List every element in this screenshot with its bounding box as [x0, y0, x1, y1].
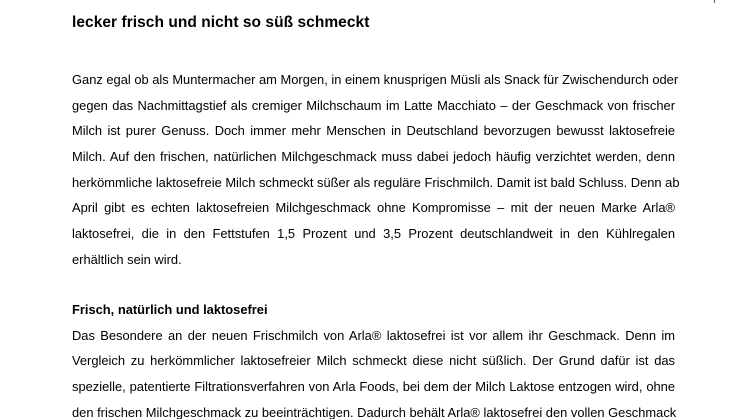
paragraph-line: erhältlich sein wird.	[72, 251, 182, 267]
paragraph-line: spezielle, patentierte Filtrationsverfahren von Arla Foods, bei dem der Milch Laktose entzogen wird, ohne	[72, 378, 675, 394]
cut-off-character	[714, 0, 719, 3]
paragraph-line: laktosefrei, die in den Fettstufen 1,5 Prozent und 3,5 Prozent deutschlandweit in den Kühlregalen	[72, 226, 675, 242]
document-subtitle: lecker frisch und nicht so süß schmeckt	[72, 14, 370, 31]
paragraph-line: gegen das Nachmittagstief als cremiger Milchschaum im Latte Macchiato – der Geschmack von frischer	[72, 97, 675, 113]
section-paragraph	[72, 323, 675, 419]
paragraph-line: Milch. Auf den frischen, natürlichen Milchgeschmack muss dabei jedoch häufig verzichtet werden, denn	[72, 149, 675, 165]
paragraph-line: herkömmliche laktosefreie Milch schmeckt süßer als reguläre Frischmilch. Damit ist bald Schluss. Denn ab	[72, 174, 680, 190]
paragraph-line: Milch ist purer Genuss. Doch immer mehr Menschen in Deutschland bevorzugen bewusst laktosefreie	[72, 123, 675, 139]
paragraph-line: den frischen Milchgeschmack zu beeinträchtigen. Dadurch behält Arla® laktosefrei den vollen Geschmack	[72, 404, 677, 419]
intro-paragraph	[72, 67, 680, 273]
paragraph-line: Ganz egal ob als Muntermacher am Morgen, in einem knusprigen Müsli als Snack für Zwischendurch oder	[72, 72, 679, 87]
section-heading: Frisch, natürlich und laktosefrei	[72, 302, 268, 317]
paragraph-line: Vergleich zu herkömmlicher laktosefreier Milch schmeckt diese nicht süßlich. Der Grund dafür ist das	[72, 353, 675, 369]
paragraph-line: April gibt es echten laktosefreien Milchgeschmack ohne Kompromisse – mit der neuen Marke Arla®	[72, 200, 675, 216]
paragraph-line: Das Besondere an der neuen Frischmilch von Arla® laktosefrei ist vor allem ihr Geschmack. Denn im	[72, 327, 675, 343]
